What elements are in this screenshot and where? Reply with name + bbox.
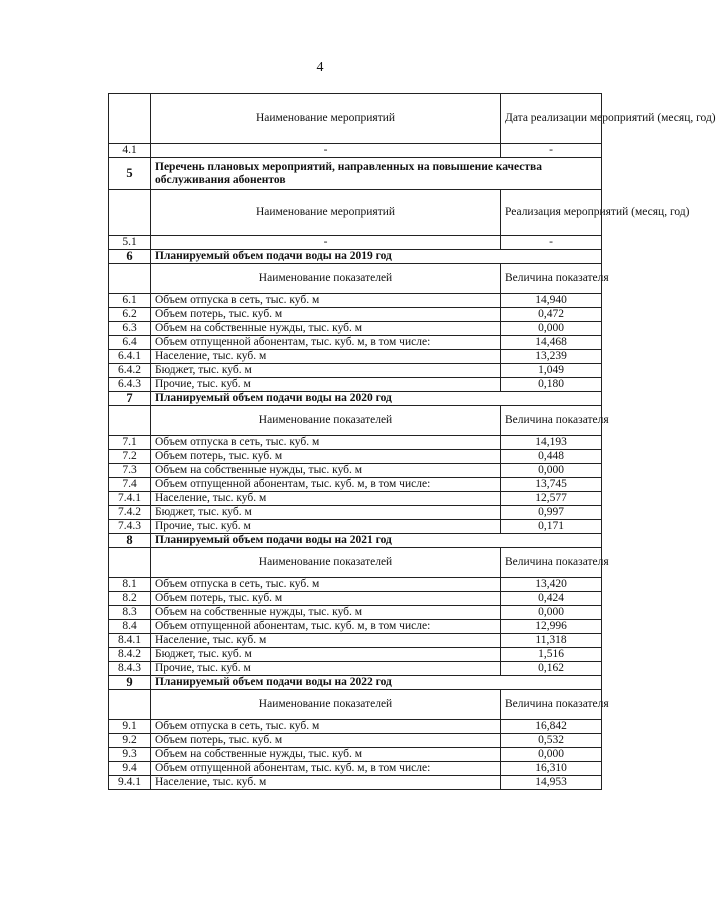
row-name: Объем отпущенной абонентам, тыс. куб. м, в том числе: (151, 620, 501, 634)
row-name: Население, тыс. куб. м (151, 776, 501, 790)
row-number: 9.3 (109, 748, 151, 762)
row-name: Прочие, тыс. куб. м (151, 662, 501, 676)
row-number: 8.4.3 (109, 662, 151, 676)
row-name: Бюджет, тыс. куб. м (151, 648, 501, 662)
table-row (109, 620, 602, 634)
row-name: Объем потерь, тыс. куб. м (151, 450, 501, 464)
table-row (109, 308, 602, 322)
section-number: 7 (109, 392, 151, 406)
table-row (109, 450, 602, 464)
section-title: Планируемый объем подачи воды на 2022 год (151, 676, 602, 690)
row-number: 6.1 (109, 294, 151, 308)
row-number: 6.2 (109, 308, 151, 322)
section-title: Планируемый объем подачи воды на 2019 год (151, 250, 602, 264)
row-name: Бюджет, тыс. куб. м (151, 506, 501, 520)
row-name: Прочие, тыс. куб. м (151, 520, 501, 534)
row-value: 0,532 (501, 734, 602, 748)
header-num-cell (109, 94, 151, 144)
row-name: Население, тыс. куб. м (151, 492, 501, 506)
row-name: - (151, 144, 501, 158)
section-heading (109, 392, 602, 406)
row-value: 12,577 (501, 492, 602, 506)
table-row (109, 520, 602, 534)
row-name: Объем на собственные нужды, тыс. куб. м (151, 748, 501, 762)
row-number: 6.4.2 (109, 364, 151, 378)
section-column-header (109, 406, 602, 436)
row-value: 12,996 (501, 620, 602, 634)
row-number: 6.4 (109, 336, 151, 350)
row-number: 7.1 (109, 436, 151, 450)
row-value: 14,468 (501, 336, 602, 350)
table-row (109, 436, 602, 450)
row-number: 4.1 (109, 144, 151, 158)
row-value: 14,953 (501, 776, 602, 790)
table-row (109, 364, 602, 378)
row-value: 1,049 (501, 364, 602, 378)
plan-table (108, 93, 716, 790)
section-number: 8 (109, 534, 151, 548)
section-title: Планируемый объем подачи воды на 2021 год (151, 534, 602, 548)
row-name: Объем потерь, тыс. куб. м (151, 592, 501, 606)
table-row (109, 776, 602, 790)
row-value: 0,000 (501, 606, 602, 620)
column-header-num (109, 548, 151, 578)
table-row (109, 378, 602, 392)
section-heading (109, 534, 602, 548)
section-5-heading (109, 158, 602, 190)
column-header-value: Величина показателя (501, 406, 602, 436)
row-number: 7.4.2 (109, 506, 151, 520)
row-number: 7.4.3 (109, 520, 151, 534)
row-value: 13,239 (501, 350, 602, 364)
column-header-value: Реализация мероприятий (месяц, год) (501, 190, 602, 236)
row-number: 9.1 (109, 720, 151, 734)
table-row (109, 762, 602, 776)
table-row (109, 464, 602, 478)
row-number: 9.4.1 (109, 776, 151, 790)
table-row (109, 578, 602, 592)
section-number: 9 (109, 676, 151, 690)
column-header-value: Величина показателя (501, 264, 602, 294)
column-header-num (109, 406, 151, 436)
row-value: - (501, 236, 602, 250)
row-name: Объем отпуска в сеть, тыс. куб. м (151, 578, 501, 592)
table-row (109, 592, 602, 606)
column-header-name: Наименование показателей (151, 406, 501, 436)
row-name: Объем отпущенной абонентам, тыс. куб. м, в том числе: (151, 336, 501, 350)
row-number: 8.4.1 (109, 634, 151, 648)
section-column-header (109, 690, 602, 720)
row-value: 0,000 (501, 322, 602, 336)
row-value: 0,424 (501, 592, 602, 606)
row-name: Объем на собственные нужды, тыс. куб. м (151, 606, 501, 620)
row-number: 9.4 (109, 762, 151, 776)
section-5-column-header (109, 190, 602, 236)
row-name: Объем отпущенной абонентам, тыс. куб. м, в том числе: (151, 762, 501, 776)
column-header-num (109, 190, 151, 236)
row-value: 14,940 (501, 294, 602, 308)
column-header-name: Наименование показателей (151, 264, 501, 294)
column-header-name: Наименование мероприятий (151, 190, 501, 236)
row-value: 16,842 (501, 720, 602, 734)
row-value: 0,171 (501, 520, 602, 534)
table-row (109, 294, 602, 308)
row-value: 14,193 (501, 436, 602, 450)
row-number: 8.1 (109, 578, 151, 592)
section-number: 6 (109, 250, 151, 264)
row-number: 7.2 (109, 450, 151, 464)
row-value: 0,000 (501, 464, 602, 478)
row-value: 13,420 (501, 578, 602, 592)
table-row (109, 748, 602, 762)
row-value: 1,516 (501, 648, 602, 662)
table-row (109, 336, 602, 350)
table-row (109, 648, 602, 662)
row-value: 11,318 (501, 634, 602, 648)
row-name: Объем отпуска в сеть, тыс. куб. м (151, 720, 501, 734)
table-row (109, 720, 602, 734)
row-name: Объем отпущенной абонентам, тыс. куб. м, в том числе: (151, 478, 501, 492)
header-name-cell: Наименование мероприятий (151, 94, 501, 144)
row-number: 5.1 (109, 236, 151, 250)
section-heading (109, 676, 602, 690)
row-name: Объем отпуска в сеть, тыс. куб. м (151, 294, 501, 308)
row-value: - (501, 144, 602, 158)
row-number: 8.4 (109, 620, 151, 634)
row-name: Объем на собственные нужды, тыс. куб. м (151, 322, 501, 336)
row-value: 0,472 (501, 308, 602, 322)
section-heading (109, 250, 602, 264)
row-name: Население, тыс. куб. м (151, 350, 501, 364)
row-value: 0,162 (501, 662, 602, 676)
column-header-name: Наименование показателей (151, 690, 501, 720)
column-header-num (109, 264, 151, 294)
table-row (109, 236, 602, 250)
table-header-row (109, 94, 602, 144)
section-title: Планируемый объем подачи воды на 2020 год (151, 392, 602, 406)
column-header-value: Величина показателя (501, 548, 602, 578)
row-number: 7.4 (109, 478, 151, 492)
row-name: Объем на собственные нужды, тыс. куб. м (151, 464, 501, 478)
table-row (109, 634, 602, 648)
column-header-value: Величина показателя (501, 690, 602, 720)
row-value: 0,180 (501, 378, 602, 392)
header-date-cell: Дата реализации мероприятий (месяц, год) (501, 94, 602, 144)
row-number: 9.2 (109, 734, 151, 748)
table-row (109, 350, 602, 364)
row-number: 7.4.1 (109, 492, 151, 506)
table-row (109, 662, 602, 676)
table-row (109, 144, 602, 158)
table-row (109, 478, 602, 492)
row-name: Население, тыс. куб. м (151, 634, 501, 648)
row-value: 0,448 (501, 450, 602, 464)
row-number: 6.3 (109, 322, 151, 336)
row-number: 8.3 (109, 606, 151, 620)
row-number: 7.3 (109, 464, 151, 478)
row-number: 6.4.1 (109, 350, 151, 364)
section-number: 5 (109, 158, 151, 190)
section-column-header (109, 264, 602, 294)
row-name: Прочие, тыс. куб. м (151, 378, 501, 392)
row-name: Объем потерь, тыс. куб. м (151, 308, 501, 322)
table-row (109, 322, 602, 336)
table-row (109, 734, 602, 748)
row-value: 13,745 (501, 478, 602, 492)
row-name: Бюджет, тыс. куб. м (151, 364, 501, 378)
row-number: 8.4.2 (109, 648, 151, 662)
column-header-num (109, 690, 151, 720)
row-value: 0,997 (501, 506, 602, 520)
column-header-name: Наименование показателей (151, 548, 501, 578)
row-number: 8.2 (109, 592, 151, 606)
section-column-header (109, 548, 602, 578)
section-title: Перечень плановых мероприятий, направленных на повышение качества обслуживания абонентов (151, 158, 602, 190)
row-value: 0,000 (501, 748, 602, 762)
table-row (109, 506, 602, 520)
page-number: 4 (316, 60, 324, 75)
row-number: 6.4.3 (109, 378, 151, 392)
row-name: Объем потерь, тыс. куб. м (151, 734, 501, 748)
table-row (109, 492, 602, 506)
row-name: Объем отпуска в сеть, тыс. куб. м (151, 436, 501, 450)
table-row (109, 606, 602, 620)
row-name: - (151, 236, 501, 250)
row-value: 16,310 (501, 762, 602, 776)
